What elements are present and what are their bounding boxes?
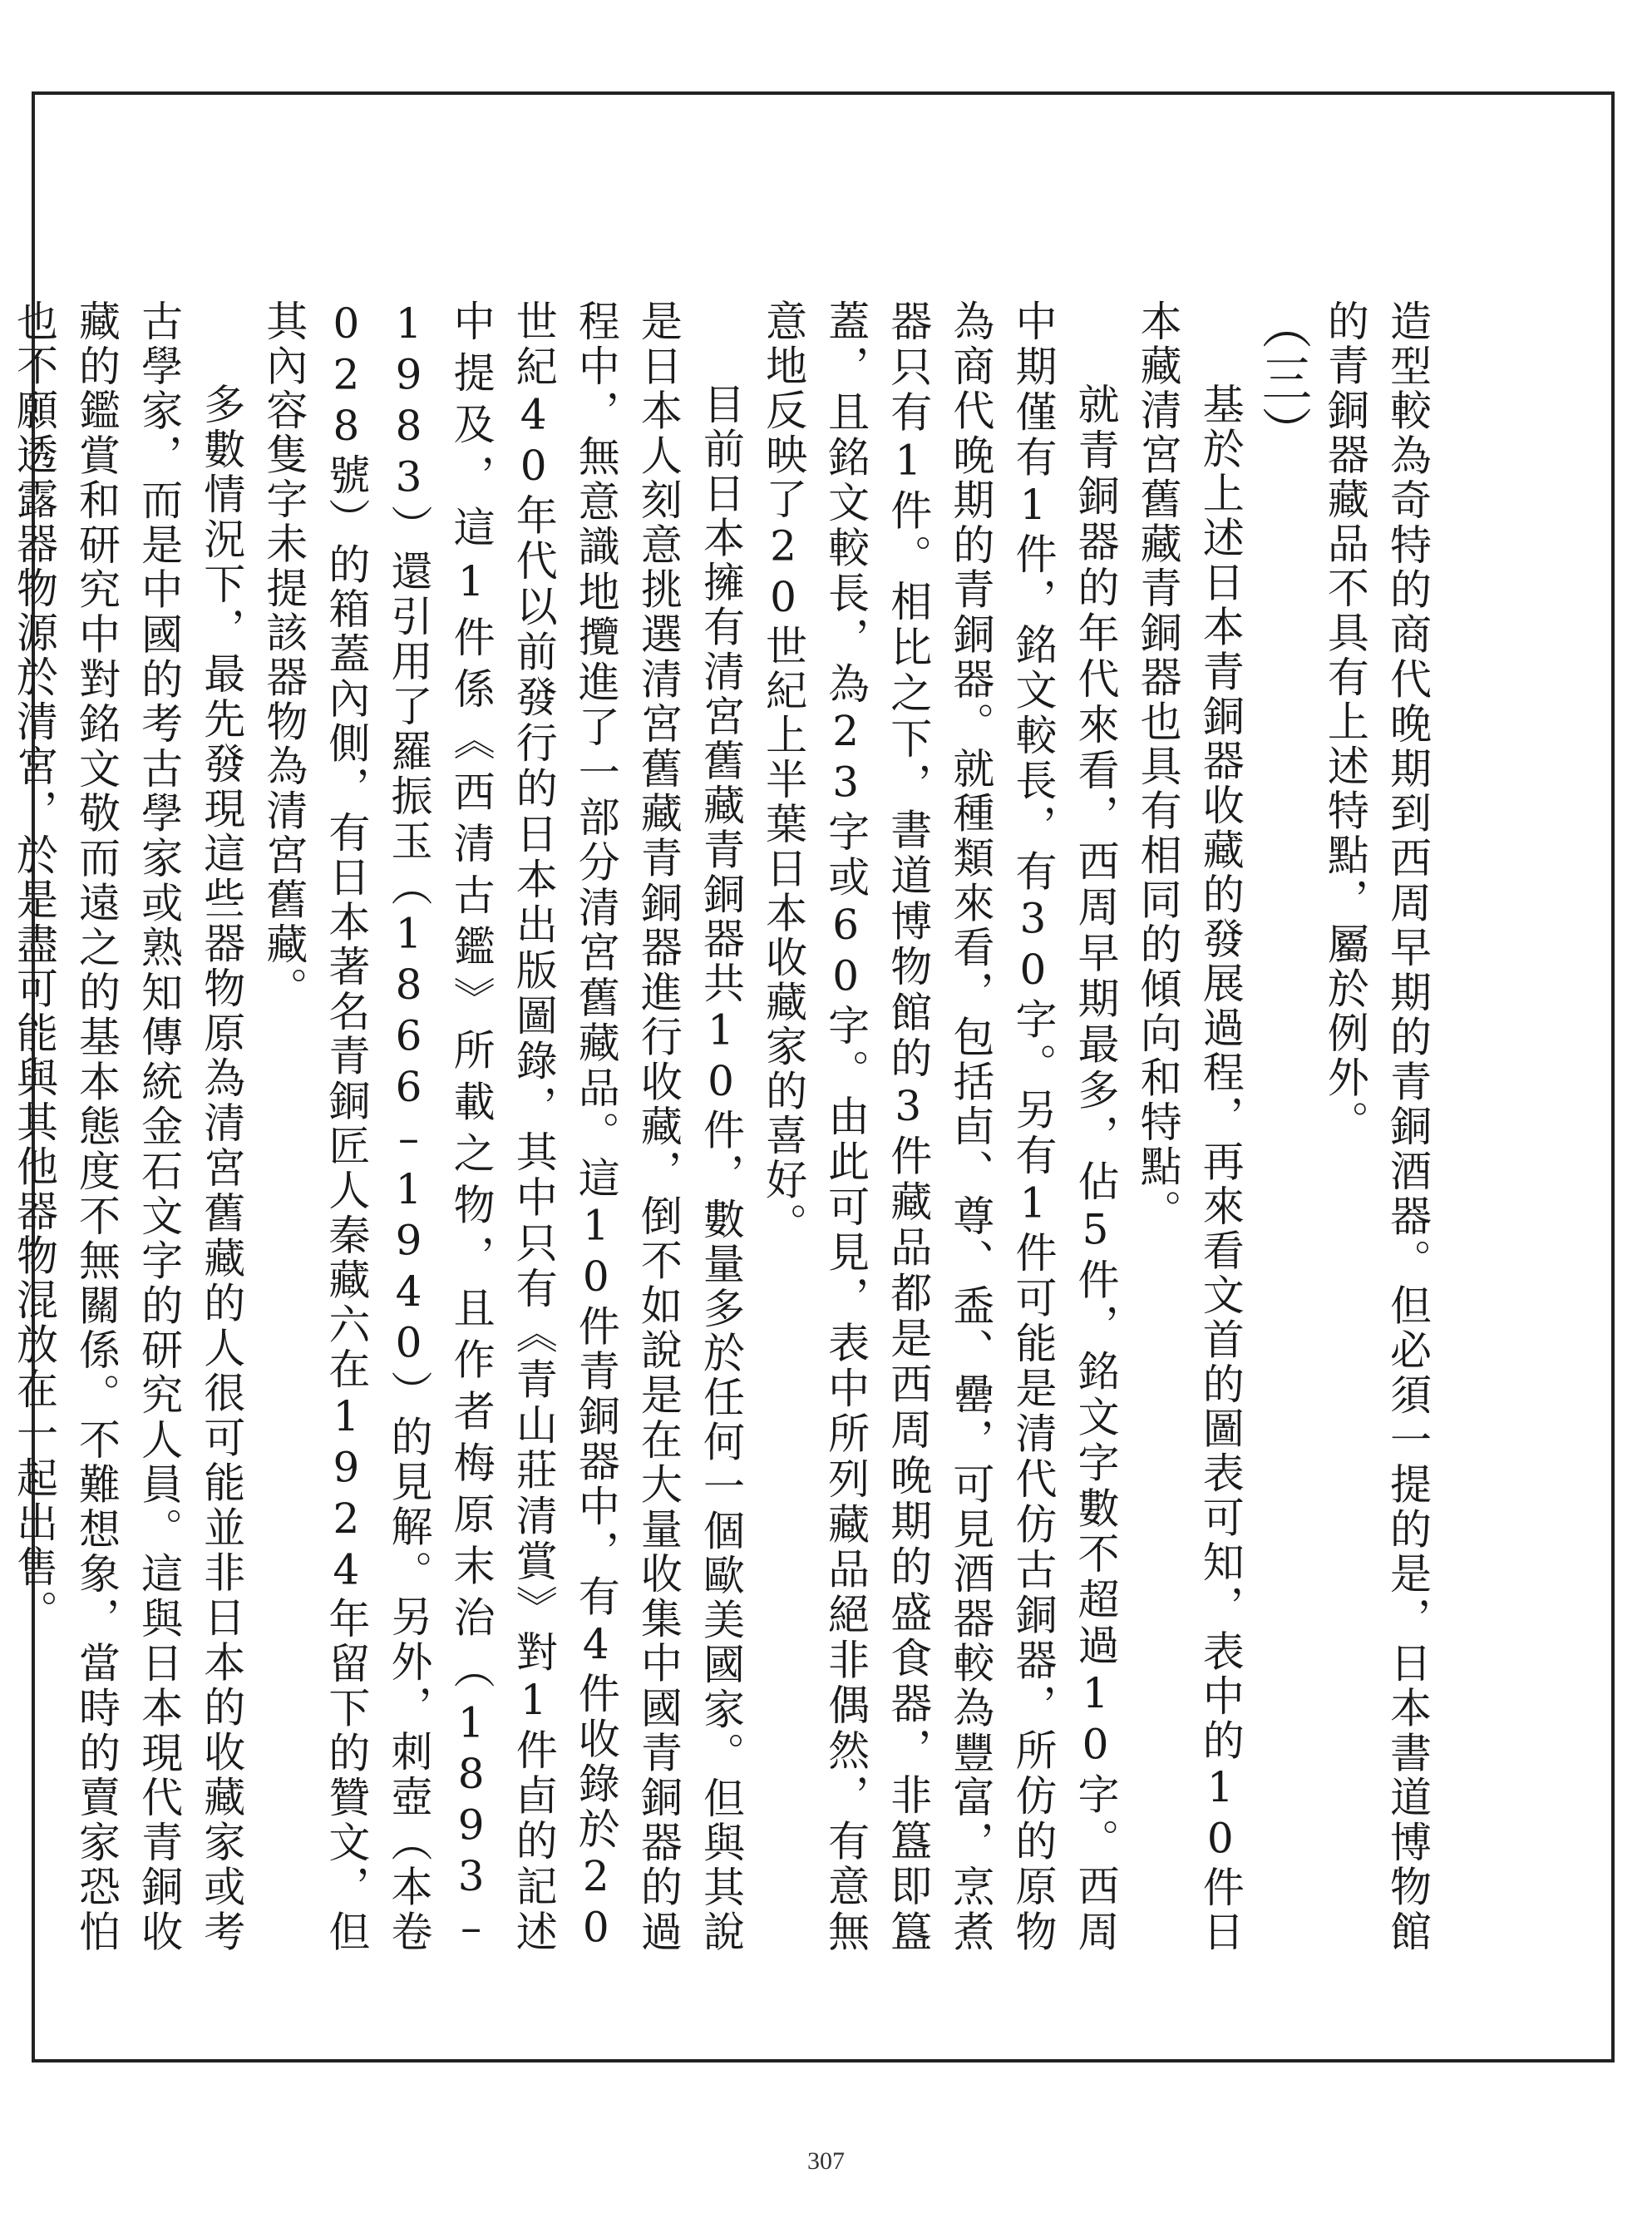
paragraph: 目前日本擁有清宮舊藏青銅器共10件，數量多於任何一個歐美國家。但與其說是日本人刻意挑選清宮舊藏青銅器進行收藏，倒不如說是在大量收集中國青銅器的過程中，無意識地攬進了一部分清宮舊藏品。這10件青銅器中，有4件收錄於20世紀40年代以前發行的日本出版圖錄，其中只有《青山莊清賞》對1件卣的記述中提及，這1件係《西清古鑑》所載之物，且作者梅原末治（1893–1983）還引用了羅振玉（1866–1940）的見解。另外，刺壺（本卷028號）的箱蓋內側，有日本著名青銅匠人秦藏六在1924年留下的贊文，但其內容隻字未提該器物為清宮舊藏。 [259, 299, 745, 1954]
paragraph: 基於上述日本青銅器收藏的發展過程，再來看文首的圖表可知，表中的10件日本藏清宮舊藏青銅器也具有相同的傾向和特點。 [1133, 299, 1245, 1954]
vertical-text-body [9, 299, 1438, 1954]
section-heading: （三） [1253, 299, 1312, 459]
paragraph: 就青銅器的年代來看，西周早期最多，佔5件，銘文字數不超過10字。西周中期僅有1件，銘文較長，有30字。另有1件可能是清代仿古銅器，所仿的原物為商代晚期的青銅器。就種類來看，包括卣、尊、盉、罍，可見酒器較為豐富，烹煮器只有1件。相比之下，書道博物館的3件藏品都是西周晚期的盛食器，非簋即簋蓋，且銘文較長，為23字或60字。由此可見，表中所列藏品絕非偶然，有意無意地反映了20世紀上半葉日本收藏家的喜好。 [759, 299, 1120, 1954]
paragraph: 多數情況下，最先發現這些器物原為清宮舊藏的人很可能並非日本的收藏家或考古學家，而是中國的考古學家或熟知傳統金石文字的研究人員。這與日本現代青銅收藏的鑑賞和研究中對銘文敬而遠之的基本態度不無關係。不難想象，當時的賣家恐怕也不願透露器物源於清宮，於是盡可能與其他器物混放在一起出售。 [9, 299, 246, 1954]
paragraph-continuation: 造型較為奇特的商代晚期到西周早期的青銅酒器。但必須一提的是，日本書道博物館的青銅器藏品不具有上述特點，屬於例外。 [1320, 299, 1432, 1954]
page-number: 307 [807, 2147, 845, 2175]
